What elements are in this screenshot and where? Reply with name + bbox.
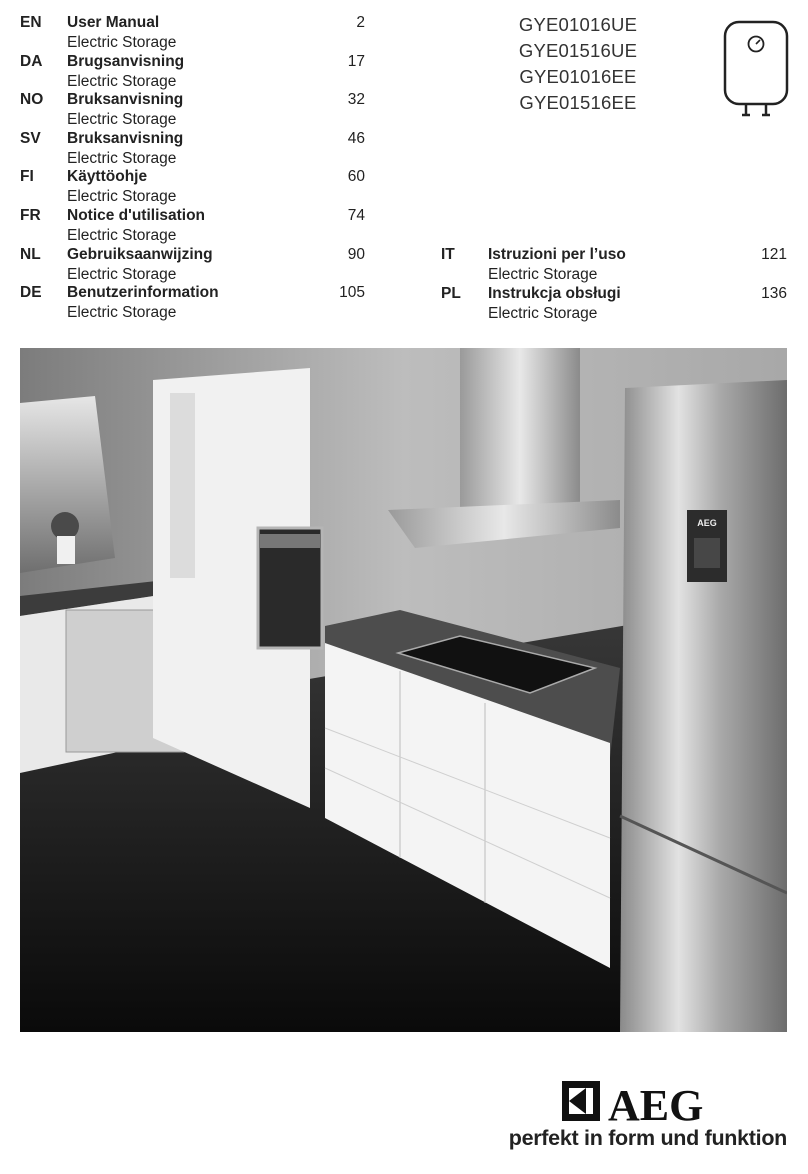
toc-page-number: 136 [761,284,787,302]
toc-title: Istruzioni per l’uso [488,246,626,263]
toc-right [441,246,787,323]
toc-entry [20,130,365,169]
aeg-logo-text: AEG [608,1081,704,1124]
toc-lang: FR [20,206,41,224]
toc-entry [441,285,787,324]
toc-subtitle: Electric Storage [488,266,598,283]
toc-subtitle: Electric Storage [67,111,177,129]
toc-lang: SV [20,129,41,147]
model-number: GYE01016EE [519,66,637,87]
model-number: GYE01016UE [518,14,638,35]
toc-page-number: 60 [347,168,365,186]
water-heater-icon [722,20,790,120]
toc-title: Bruksanvisning [67,129,184,147]
toc-subtitle: Electric Storage [488,304,598,322]
toc-title: Gebruiksaanwijzing [67,245,213,263]
photo-fridge-logo: AEG [697,518,717,528]
toc-entry [441,246,787,285]
toc-lang: DE [20,284,42,302]
toc-page-number: 32 [347,91,365,109]
toc-title: Bruksanvisning [67,91,184,109]
toc-entry [20,91,365,130]
toc-title: Benutzerinformation [67,284,219,302]
toc-title: User Manual [67,14,160,31]
toc-entry [20,53,365,92]
toc-lang: FI [20,168,34,186]
photo-fridge [620,380,787,1032]
toc-lang: DA [20,52,43,70]
toc-lang: EN [20,14,42,31]
toc-left [20,14,365,323]
toc-subtitle: Electric Storage [67,34,177,51]
toc-subtitle: Electric Storage [67,188,177,206]
toc-title: Brugsanvisning [67,52,185,70]
toc-entry [20,168,365,207]
toc-page-number: 46 [347,129,365,147]
toc-page-number: 121 [761,246,787,263]
toc-entry [20,246,365,285]
toc-lang: NL [20,245,41,263]
toc-page-number: 105 [339,284,365,302]
aeg-logo [560,1078,790,1124]
toc-lang: IT [441,246,455,263]
photo-hood-chimney [460,348,580,518]
toc-title: Käyttöohje [67,168,148,186]
toc-page-number: 74 [347,206,365,224]
toc-subtitle: Electric Storage [67,265,177,283]
toc-page-number: 2 [356,14,365,31]
toc-entry [20,284,365,323]
toc-lang: PL [441,284,461,302]
toc-subtitle: Electric Storage [67,304,177,322]
toc-subtitle: Electric Storage [67,149,177,167]
toc-page-number: 90 [347,245,365,263]
toc-title: Instrukcja obsługi [488,284,621,302]
toc-title: Notice d'utilisation [67,206,206,224]
toc-entry [20,14,365,53]
model-number: GYE01516EE [519,92,637,113]
toc-subtitle: Electric Storage [67,72,177,90]
kitchen-photo [20,348,787,1032]
toc-lang: NO [20,91,44,109]
brand-tagline: perfekt in form und funktion [508,1126,787,1150]
toc-entry [20,207,365,246]
model-list [500,12,656,116]
model-number: GYE01516UE [518,40,638,61]
toc-page-number: 17 [347,52,365,70]
toc-subtitle: Electric Storage [67,226,177,244]
